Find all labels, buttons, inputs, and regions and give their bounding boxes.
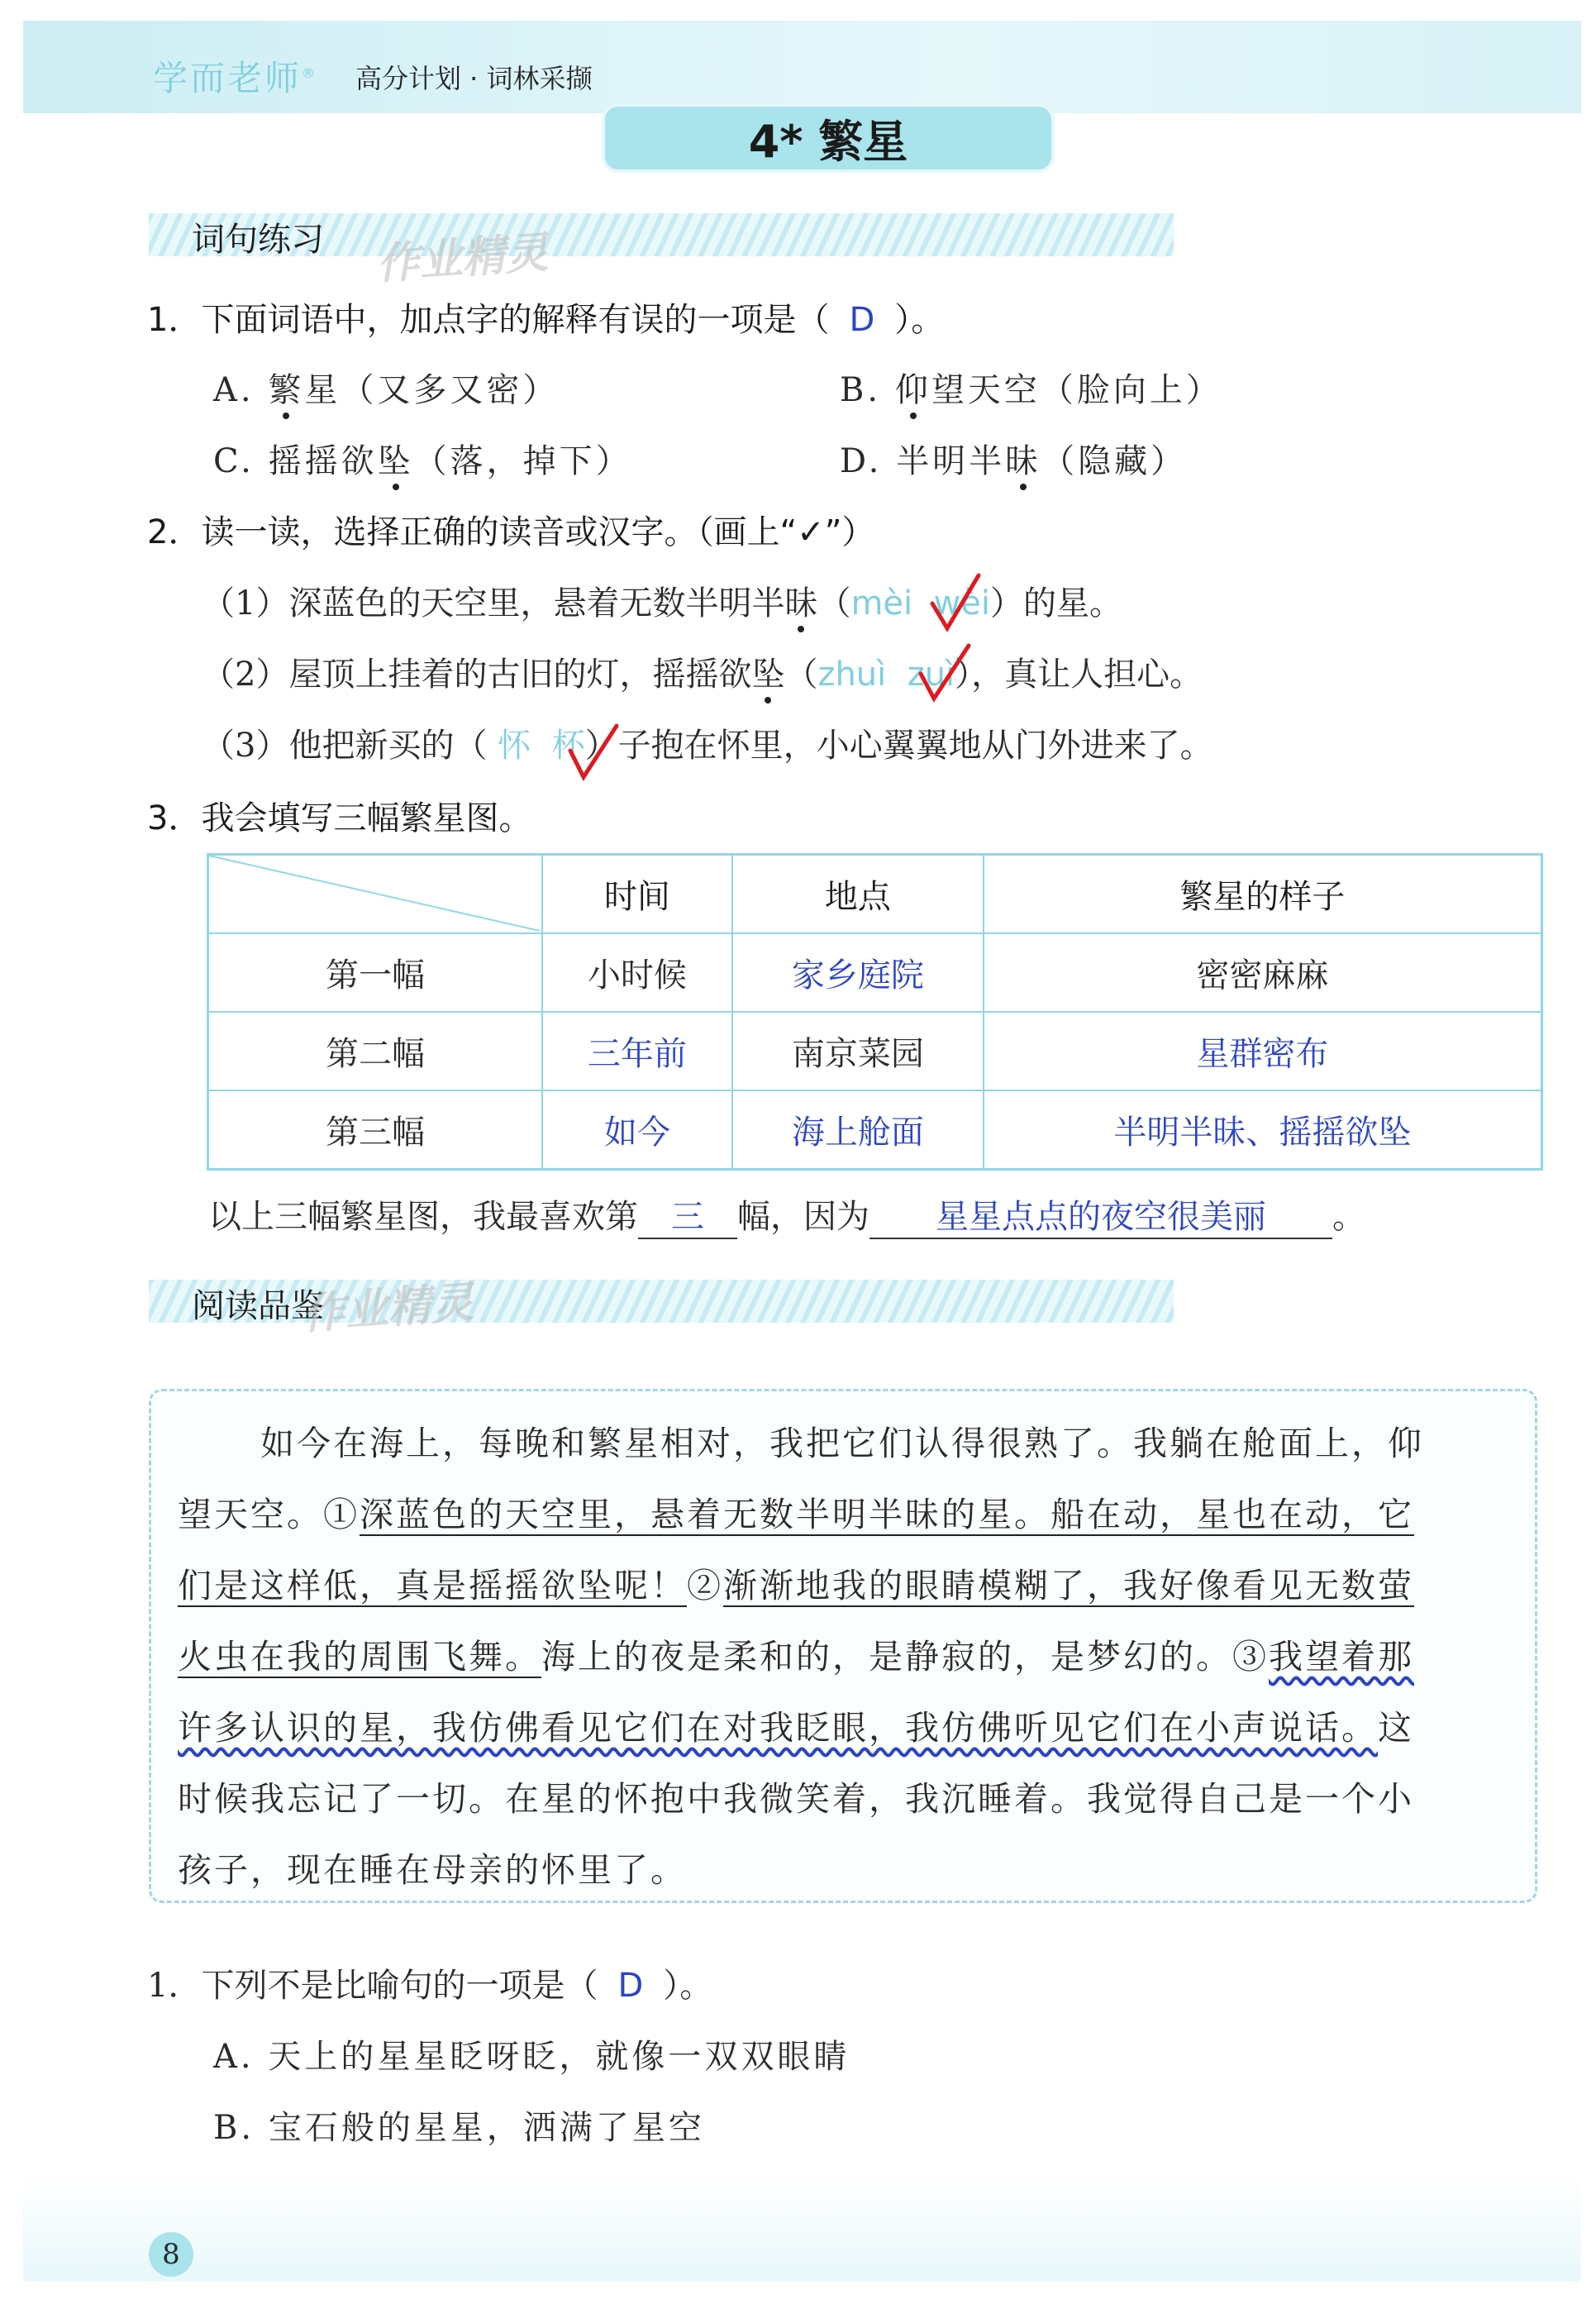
passage-line: 孩子，现在睡在母亲的怀里了。: [178, 1850, 687, 1890]
lesson-title: 4* 繁星: [748, 115, 908, 168]
check-mark-icon: ✓: [797, 513, 825, 551]
section-title-1: 词句练习: [192, 221, 324, 259]
section-title-2: 阅读品鉴: [192, 1287, 324, 1325]
passage-line: 许多认识的星，我仿佛看见它们在对我眨眼，我仿佛听见它们在小声说话。这: [178, 1708, 1414, 1748]
cell-place: 南京菜园: [732, 1012, 984, 1090]
q1-option-b: B. 仰望天空（脸向上）: [840, 371, 1222, 409]
row-label: 第二幅: [208, 1012, 543, 1090]
passage-line: 们是这样低，真是摇摇欲坠呢！②渐渐地我的眼睛模糊了，我好像看见无数萤: [178, 1566, 1414, 1605]
rq1-answer: D: [617, 1967, 644, 2005]
char-option-b: 杯: [551, 727, 585, 765]
q1-answer: D: [849, 301, 875, 339]
passage-line: 如今在海上，每晚和繁星相对，我把它们认得很熟了。我躺在舱面上，仰: [260, 1424, 1424, 1463]
char-option-a: 怀: [498, 727, 531, 765]
reading-passage: [149, 1389, 1537, 1903]
row-label: 第三幅: [208, 1090, 543, 1170]
reading-question-1-stem: 1．下列不是比喻句的一项是（ D ）。: [147, 1967, 713, 2005]
reason-answer: 星星点点的夜空很美丽: [869, 1190, 1332, 1239]
table-row: [208, 1090, 1542, 1170]
rq1-option-a: A. 天上的星星眨呀眨，就像一双双眼睛: [213, 2038, 850, 2076]
pinyin-option-b: zuì: [907, 656, 955, 694]
pinyin-option-a: mèi: [850, 584, 913, 623]
q2-item-2: （2）屋顶上挂着的古旧的灯，摇摇欲坠（zhuì zuì），真让人担心。: [202, 656, 1203, 694]
cell-time: 小时候: [542, 933, 732, 1012]
red-check-icon: [916, 641, 974, 707]
lesson-title-box: [602, 103, 1055, 173]
header-look: 繁星的样子: [984, 855, 1542, 934]
cell-time-answer: 如今: [542, 1090, 732, 1170]
table-corner-cell: [208, 855, 543, 934]
cell-look: 密密麻麻: [984, 933, 1542, 1012]
watermark-logo: 作业精灵: [374, 227, 550, 290]
passage-line: 时候我忘记了一切。在星的怀抱中我微笑着，我沉睡着。我觉得自己是一个小: [178, 1779, 1414, 1819]
q2-item-3: （3）他把新买的（ 怀 杯）子抱在怀里，小心翼翼地从门外进来了。: [202, 727, 1213, 765]
pinyin-option-b: wèi: [933, 584, 991, 623]
cell-place-answer: 家乡庭院: [732, 933, 984, 1012]
favorite-answer: 三: [638, 1190, 737, 1239]
table-row: [208, 1012, 1542, 1090]
question-2-stem: 2．读一读，选择正确的读音或汉字。（画上“✓”）: [147, 513, 875, 551]
cell-time-answer: 三年前: [542, 1012, 732, 1090]
q2-item-1: （1）深蓝色的天空里，悬着无数半明半昧（mèi wèi）的星。: [202, 584, 1123, 623]
cell-look-answer: 半明半昧、摇摇欲坠: [984, 1090, 1542, 1170]
red-check-icon: [565, 719, 623, 785]
passage-line: 火虫在我的周围飞舞。海上的夜是柔和的，是静寂的，是梦幻的。③我望着那: [178, 1637, 1414, 1677]
row-label: 第一幅: [208, 933, 543, 1012]
star-table: [207, 853, 1543, 1171]
watermark-logo: 作业精灵: [300, 1277, 476, 1340]
pinyin-option-a: zhuì: [817, 656, 887, 694]
red-check-icon: [927, 570, 985, 637]
footer-band: [23, 2174, 1581, 2282]
header-place: 地点: [732, 855, 984, 934]
cell-place-answer: 海上舱面: [732, 1090, 984, 1170]
q1-option-d: D. 半明半昧（隐藏）: [840, 442, 1188, 480]
q1-option-c: C. 摇摇欲坠（落，掉下）: [213, 442, 632, 480]
series-name: 高分计划 · 词林采撷: [355, 63, 593, 94]
rq1-option-b: B. 宝石般的星星，洒满了星空: [213, 2109, 705, 2147]
question-3-stem: 3．我会填写三幅繁星图。: [147, 799, 532, 837]
page-number: 8: [149, 2232, 193, 2277]
question-1-stem: 1．下面词语中，加点字的解释有误的一项是（ D ）。: [147, 301, 945, 339]
q1-option-a: A. 繁星（又多又密）: [213, 371, 560, 409]
favorite-sentence: 以上三幅繁星图，我最喜欢第 三 幅，因为 星星点点的夜空很美丽 。: [208, 1190, 1365, 1239]
brand-logo: 学而老师®: [153, 58, 318, 98]
table-row: [208, 933, 1542, 1012]
header-time: 时间: [542, 855, 732, 934]
cell-look-answer: 星群密布: [984, 1012, 1542, 1090]
passage-line: 望天空。①深蓝色的天空里，悬着无数半明半昧的星。船在动，星也在动，它: [178, 1495, 1414, 1534]
